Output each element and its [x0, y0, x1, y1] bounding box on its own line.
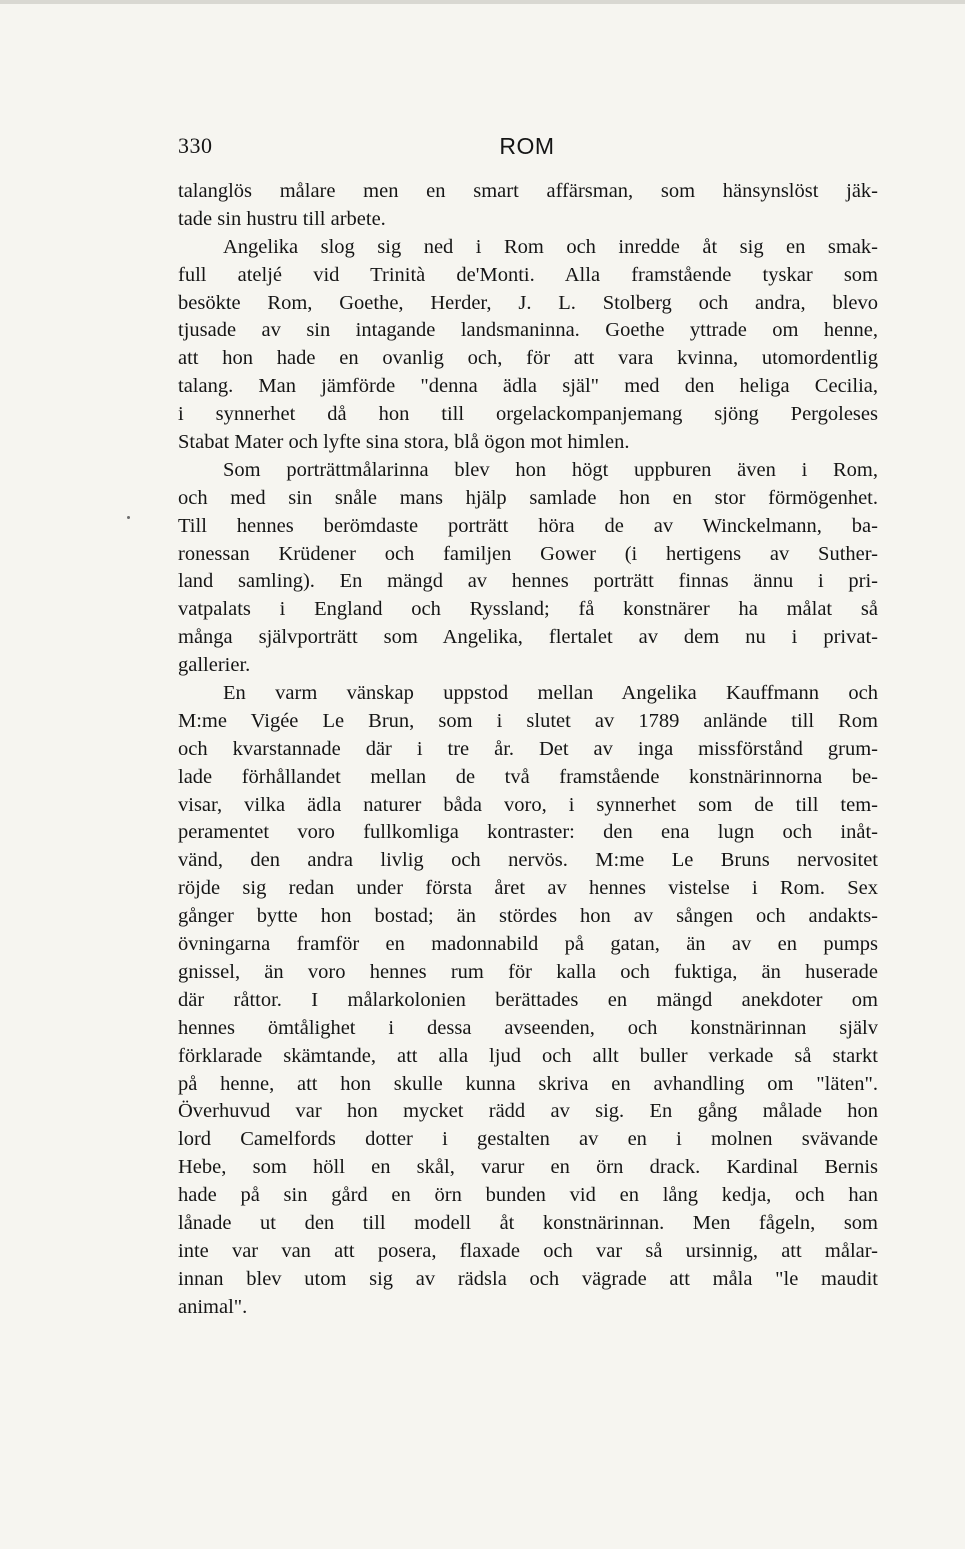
- text-line: Angelika slog sig ned i Rom och inredde åt sig en smak-: [223, 235, 878, 258]
- text-line: och kvarstannade där i tre år. Det av inga missförstånd grum-: [178, 737, 878, 760]
- text-line: gallerier.: [178, 654, 251, 677]
- text-line: övningarna framför en madonnabild på gatan, än av en pumps: [178, 933, 878, 956]
- text-line: Som porträttmålarinna blev hon högt uppburen även i Rom,: [223, 458, 878, 481]
- text-line: full ateljé vid Trinità de'Monti. Alla framstående tyskar som: [178, 263, 878, 286]
- text-line: vänd, den andra livlig och nervös. M:me Le Bruns nervositet: [178, 849, 878, 872]
- text-line: gnissel, än voro hennes rum för kalla och fuktiga, än huserade: [178, 960, 878, 983]
- text-line: förklarade skämtande, att alla ljud och allt buller verkade så starkt: [178, 1044, 878, 1067]
- text-line: där råttor. I målarkolonien berättades en mängd anekdoter om: [178, 988, 878, 1011]
- text-line: talang. Man jämförde "denna ädla själ" med den heliga Cecilia,: [178, 375, 878, 398]
- text-line: lånade ut den till modell åt konstnärinnan. Men fågeln, som: [178, 1211, 878, 1234]
- text-line: Stabat Mater och lyfte sina stora, blå ögon mot himlen.: [178, 431, 630, 454]
- text-line: talanglös målare men en smart affärsman, som hänsynslöst jäk-: [178, 180, 878, 202]
- text-line: på henne, att hon skulle kunna skriva en avhandling om "läten".: [178, 1072, 878, 1095]
- running-title: ROM: [499, 133, 555, 159]
- text-line: att hon hade en ovanlig och, för att vara kvinna, utomordentlig: [178, 347, 878, 370]
- text-line: tade sin hustru till arbete.: [178, 207, 386, 230]
- body-text: [178, 178, 878, 1322]
- page-header: [178, 133, 876, 167]
- text-line: innan blev utom sig av rädsla och vägrade att måla "le maudit: [178, 1267, 878, 1290]
- text-line: ronessan Krüdener och familjen Gower (i hertigens av Suther-: [178, 542, 878, 565]
- text-line: i synnerhet då hon till orgelackompanjemang sjöng Pergoleses: [178, 403, 878, 426]
- text-line: animal".: [178, 1295, 248, 1318]
- text-line: hade på sin gård en örn bunden vid en lång kedja, och han: [178, 1184, 878, 1207]
- text-line: inte var van att posera, flaxade och var så ursinnig, att målar-: [178, 1239, 878, 1262]
- text-line: peramentet voro fullkomliga kontraster: den ena lugn och inåt-: [178, 821, 878, 844]
- text-line: många självporträtt som Angelika, flertalet av dem nu i privat-: [178, 626, 878, 649]
- text-line: röjde sig redan under första året av hennes vistelse i Rom. Sex: [178, 877, 878, 900]
- paper-speck: [127, 516, 130, 519]
- text-line: En varm vänskap uppstod mellan Angelika Kauffmann och: [223, 682, 878, 705]
- text-line: besökte Rom, Goethe, Herder, J. L. Stolberg och andra, blevo: [178, 291, 878, 314]
- text-line: Hebe, som höll en skål, varur en örn drack. Kardinal Bernis: [178, 1156, 878, 1179]
- text-line: land samling). En mängd av hennes porträtt finnas ännu i pri-: [178, 570, 878, 593]
- page-top-edge: [0, 0, 965, 4]
- text-line: hennes ömtålighet i dessa avseenden, och konstnärinnan själv: [178, 1016, 878, 1039]
- text-line: lord Camelfords dotter i gestalten av en i molnen svävande: [178, 1128, 878, 1151]
- text-line: visar, vilka ädla naturer båda voro, i synnerhet som de till tem-: [178, 793, 878, 816]
- text-line: och med sin snåle mans hjälp samlade hon en stor förmögenhet.: [178, 486, 878, 509]
- text-line: tjusade av sin intagande landsmaninna. Goethe yttrade om henne,: [178, 319, 878, 342]
- text-line: gånger bytte hon bostad; än stördes hon av sången och andakts-: [178, 905, 878, 928]
- text-line: vatpalats i England och Ryssland; få konstnärer ha målat så: [178, 598, 878, 621]
- text-line: Till hennes berömdaste porträtt höra de av Winckelmann, ba-: [178, 514, 878, 537]
- text-line: M:me Vigée Le Brun, som i slutet av 1789 anlände till Rom: [178, 709, 878, 732]
- page-number: 330: [178, 133, 213, 158]
- text-line: Överhuvud var hon mycket rädd av sig. En gång målade hon: [178, 1100, 878, 1123]
- text-line: lade förhållandet mellan de två framstående konstnärinnorna be-: [178, 765, 878, 788]
